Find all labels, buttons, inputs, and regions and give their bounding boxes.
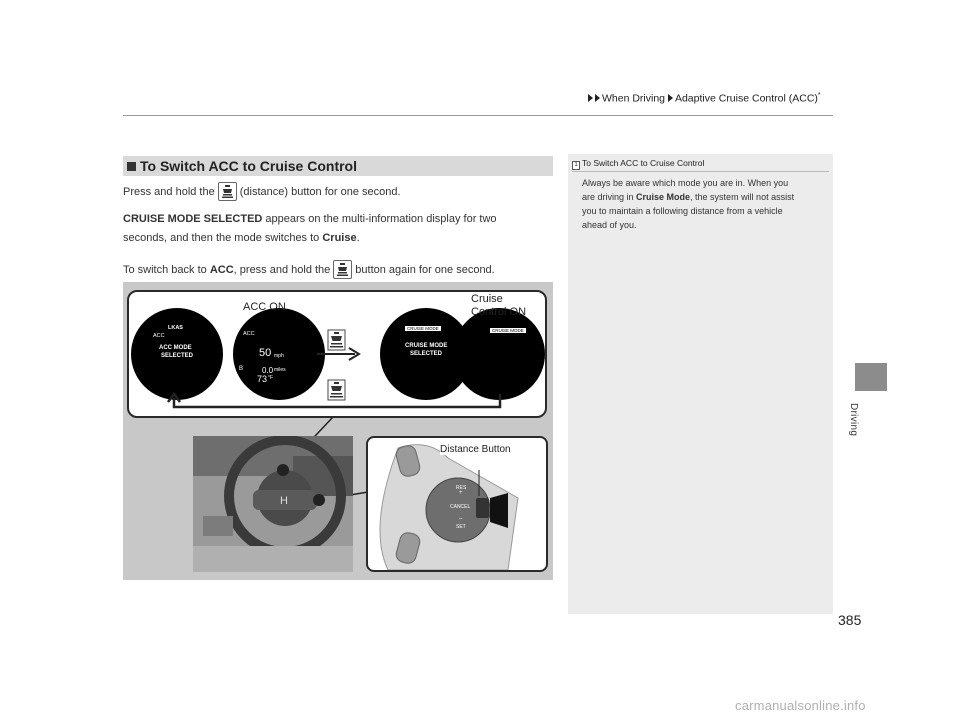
display3-line2: SELECTED: [410, 351, 443, 357]
display4-badge: CRUISE MODE: [492, 328, 524, 333]
display3-line1: CRUISE MODE: [405, 343, 448, 349]
cruise-on-label-2: Control ON: [471, 306, 527, 318]
breadcrumb-part-2: Adaptive Cruise Control (ACC): [674, 92, 818, 105]
switch-res: RES: [456, 485, 467, 491]
display1-line1: ACC MODE: [159, 345, 192, 351]
display2-b: B: [239, 366, 244, 372]
p1-text-a: Press and hold the: [123, 186, 215, 198]
cruise-on-label-1: Cruise: [471, 293, 503, 305]
chapter-tab-label: Driving: [848, 403, 859, 437]
p2-text: appears on the multi-information display for two: [262, 213, 497, 225]
display3-badge: CRUISE MODE: [407, 326, 439, 331]
p3-bold: ACC: [209, 264, 234, 276]
switch-cancel: CANCEL: [450, 504, 471, 510]
note-line-1: Always be aware which mode you are in. When you: [582, 178, 789, 188]
watermark: carmanualsonline.info: [735, 698, 866, 713]
display2-temp-unit: °F: [268, 375, 274, 381]
svg-text:H: H: [280, 495, 288, 507]
note-title: To Switch ACC to Cruise Control: [582, 158, 705, 168]
note-line-2-a: are driving in: [582, 192, 637, 202]
switch-minus: –: [459, 516, 463, 522]
p2-line2-text: seconds, and then the mode switches to: [123, 232, 323, 244]
display1-corner: ACC: [153, 333, 165, 339]
display2-odo: 0.0: [262, 366, 274, 375]
steering-wheel-image: [193, 436, 353, 572]
display1-top: LKAS: [168, 325, 183, 331]
note-line-3: you to maintain a following distance from a vehicle: [582, 206, 783, 216]
section-title: To Switch ACC to Cruise Control: [140, 158, 357, 174]
p3-text-b: , press and hold the: [233, 264, 331, 276]
p1-text-b: (distance) button for one second.: [239, 186, 401, 198]
display2-corner: ACC: [243, 331, 255, 337]
p2-bold-2: Cruise: [322, 232, 357, 244]
acc-on-label: ACC ON: [243, 301, 286, 313]
breadcrumb-part-1: When Driving: [602, 92, 666, 105]
p2-end: .: [356, 232, 360, 244]
switch-set: SET: [456, 524, 466, 530]
display1-line2: SELECTED: [161, 353, 194, 359]
breadcrumb-asterisk: *: [817, 92, 821, 99]
note-number: 1: [572, 161, 580, 170]
display2-odo-unit: miles: [274, 367, 286, 373]
p3-text-a: To switch back to: [123, 264, 210, 276]
display2-speed: 50: [259, 347, 272, 359]
page-number: 385: [838, 612, 862, 628]
p3-text-c: button again for one second.: [355, 264, 495, 276]
display2-temp: 73: [257, 374, 268, 384]
display2-speed-unit: mph: [274, 353, 284, 359]
note-line-4: ahead of you.: [582, 220, 637, 230]
distance-button-label: Distance Button: [440, 444, 511, 455]
note-line-2-bold: Cruise Mode: [636, 192, 691, 202]
note-line-2-b: , the system will not assist: [690, 192, 795, 202]
p2-bold: CRUISE MODE SELECTED: [123, 213, 263, 225]
switch-plus: +: [459, 490, 463, 496]
